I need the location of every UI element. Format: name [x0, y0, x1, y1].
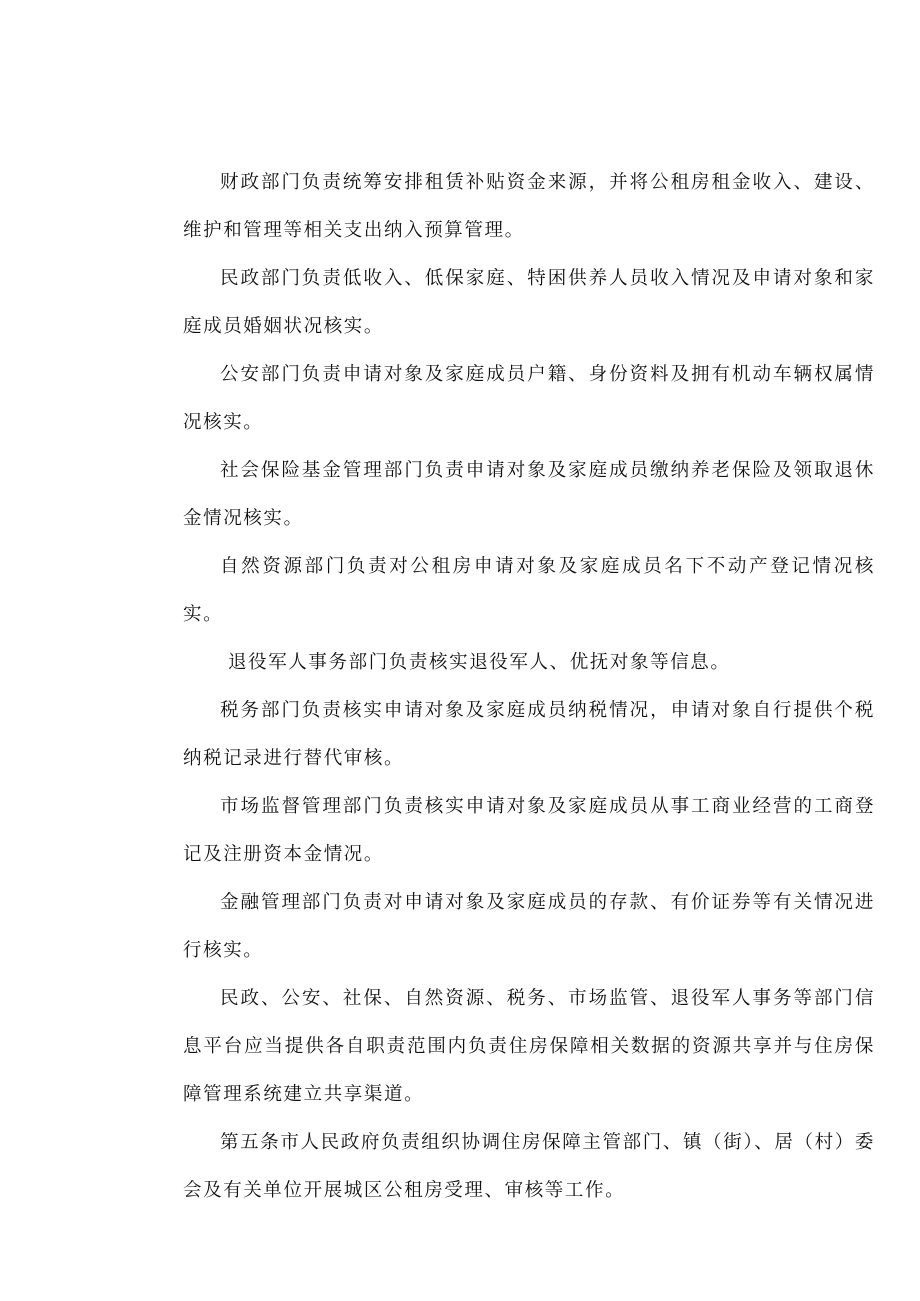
paragraph-natural-resources: 自然资源部门负责对公租房申请对象及家庭成员名下不动产登记情况核实。 [183, 556, 875, 625]
paragraph-finance: 财政部门负责统筹安排租赁补贴资金来源，并将公租房租金收入、建设、维护和管理等相关支出纳入预算管理。 [183, 172, 875, 241]
paragraph-financial-management: 金融管理部门负责对申请对象及家庭成员的存款、有价证券等有关情况进行核实。 [183, 892, 875, 961]
paragraph-data-sharing: 民政、公安、社保、自然资源、税务、市场监管、退役军人事务等部门信息平台应当提供各自职责范围内负责住房保障相关数据的资源共享并与住房保障管理系统建立共享渠道。 [183, 988, 875, 1105]
paragraph-veterans-affairs: 退役军人事务部门负责核实退役军人、优抚对象等信息。 [228, 652, 731, 673]
paragraph-civil-affairs: 民政部门负责低收入、低保家庭、特困供养人员收入情况及申请对象和家庭成员婚姻状况核实。 [183, 268, 875, 337]
paragraph-social-insurance: 社会保险基金管理部门负责申请对象及家庭成员缴纳养老保险及领取退休金情况核实。 [183, 460, 875, 529]
paragraph-market-supervision: 市场监督管理部门负责核实申请对象及家庭成员从事工商业经营的工商登记及注册资本金情况。 [183, 796, 875, 865]
document-body [183, 159, 875, 1215]
paragraph-public-security: 公安部门负责申请对象及家庭成员户籍、身份资料及拥有机动车辆权属情况核实。 [183, 364, 875, 433]
paragraph-article-five: 第五条市人民政府负责组织协调住房保障主管部门、镇（街）、居（村）委会及有关单位开展城区公租房受理、审核等工作。 [183, 1132, 875, 1201]
paragraph-taxation: 税务部门负责核实申请对象及家庭成员纳税情况，申请对象自行提供个税纳税记录进行替代审核。 [183, 700, 875, 769]
